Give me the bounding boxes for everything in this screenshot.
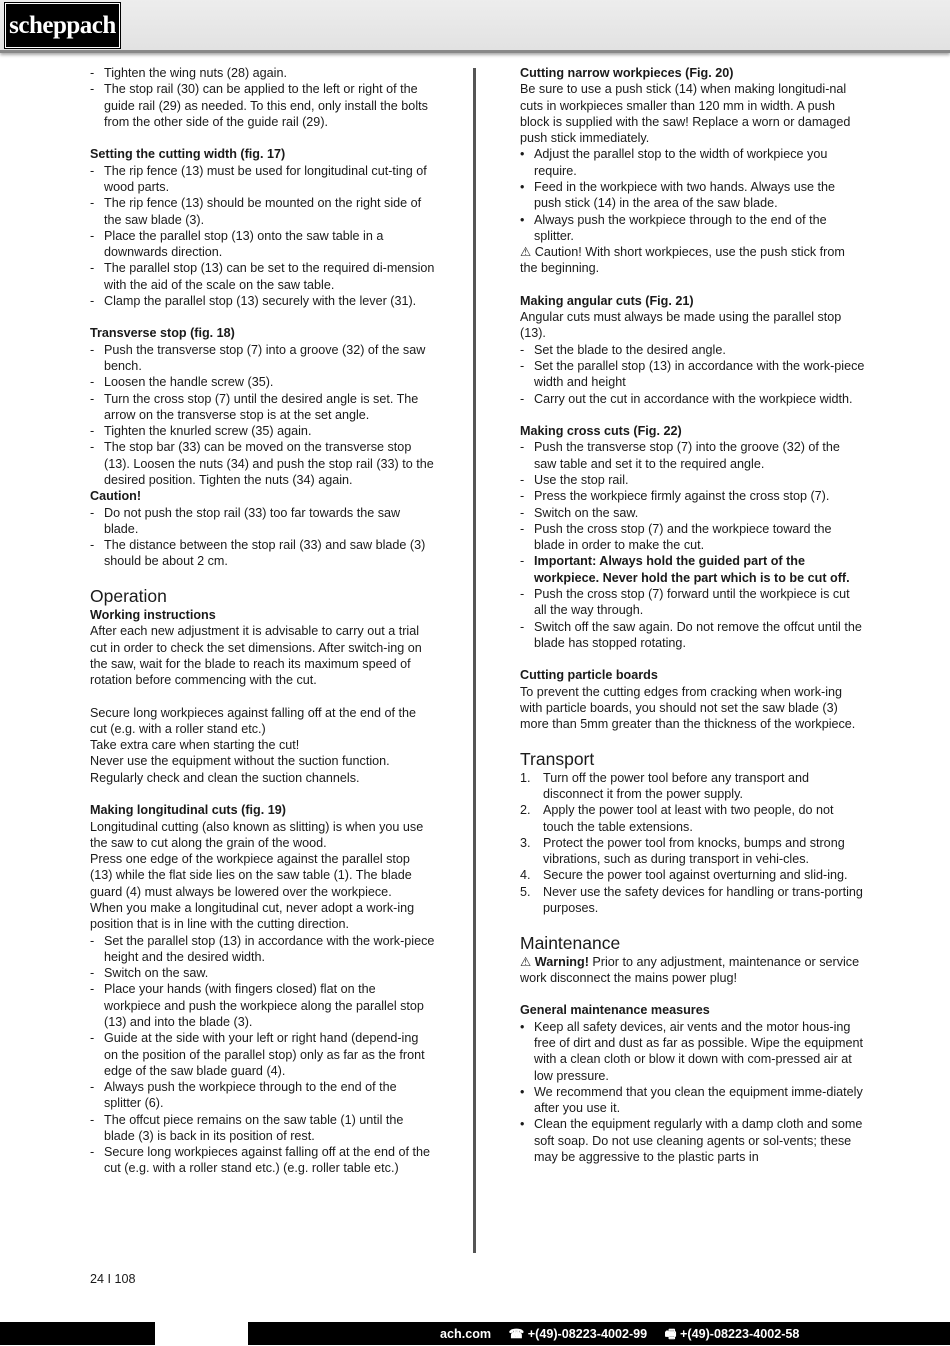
list-marker: - <box>520 586 525 601</box>
section-heading: Making cross cuts (Fig. 22) <box>520 424 682 439</box>
list-marker: - <box>90 1080 95 1095</box>
list-text: Push the transverse stop (7) into a groove (32) of the saw bench. <box>104 342 426 374</box>
list-text: The parallel stop (13) can be set to the required di-mension with the aid of the scale on the saw table. <box>104 261 435 292</box>
list-text: Set the parallel stop (13) in accordance with the work-piece height and the desired width. <box>104 933 435 964</box>
list-marker: • <box>520 212 525 227</box>
list-item <box>90 981 435 1030</box>
list-item <box>90 537 435 570</box>
chapter-heading: Operation <box>90 585 167 606</box>
list-text: Clamp the parallel stop (13) securely with the lever (31). <box>104 293 417 308</box>
list-item <box>90 374 435 390</box>
list-text: Loosen the handle screw (35). <box>104 375 274 390</box>
list-item <box>90 81 435 130</box>
list-item <box>90 933 435 966</box>
list-item <box>520 472 865 488</box>
list-marker: - <box>520 440 525 455</box>
list-text: Keep all safety devices, air vents and the motor hous-ing free of dirt and dust as far as possible. Wipe the equipment with a clean cloth or blow it down with com-pressed air at low pressure. <box>534 1019 864 1083</box>
list-marker: - <box>90 66 95 80</box>
list-marker: • <box>520 1019 525 1034</box>
warning-paragraph <box>520 954 865 987</box>
list-item <box>90 505 435 538</box>
spacer <box>90 688 435 704</box>
list-text: Set the parallel stop (13) in accordance with the work-piece width and height <box>534 359 865 390</box>
section-heading: Transverse stop (fig. 18) <box>90 326 235 341</box>
column-divider <box>473 68 476 1253</box>
list-text: The rip fence (13) must be used for longitudinal cut-ting of wood parts. <box>104 163 427 194</box>
list-text: The stop rail (30) can be applied to the left or right of the guide rail (29) as needed. To this end, only install the bolts from the other side of the guide rail (29). <box>104 82 428 129</box>
spacer <box>90 309 435 325</box>
list-item <box>90 391 435 424</box>
list-item <box>520 1019 865 1084</box>
warning-text: Caution! With short workpieces, use the push stick from the beginning. <box>520 245 845 276</box>
page-header <box>0 0 950 53</box>
numbered-item <box>520 867 865 883</box>
list-marker: 1. <box>520 770 531 785</box>
left-column <box>90 65 435 1177</box>
spacer <box>520 986 865 1002</box>
section-heading: General maintenance measures <box>520 1003 710 1018</box>
list-marker: - <box>90 375 95 390</box>
list-text: Switch off the saw again. Do not remove the offcut until the blade has stopped rotating. <box>534 619 862 650</box>
paragraph: Press one edge of the workpiece against the parallel stop (13) while the flat side lies on the saw table (1). The blade guard (4) must always be lowered over the workpiece. <box>90 852 412 899</box>
paragraph: Take extra care when starting the cut! <box>90 738 300 753</box>
section-heading: Cutting narrow workpieces (Fig. 20) <box>520 66 734 80</box>
paragraph: Secure long workpieces against falling off at the end of the cut (e.g. with a roller stand etc.) <box>90 705 417 736</box>
list-item <box>520 521 865 554</box>
list-item <box>520 553 865 586</box>
list-marker: - <box>520 342 525 357</box>
list-text: Place your hands (with fingers closed) flat on the workpiece and push the workpiece along the parallel stop (13) and into the blade (3). <box>104 982 424 1029</box>
paragraph: When you make a longitudinal cut, never adopt a work-ing position that is in line with the cutting direction. <box>90 900 415 932</box>
list-marker: • <box>520 179 525 194</box>
list-item <box>90 195 435 228</box>
warning-icon: ⚠ <box>520 954 532 969</box>
list-marker: - <box>90 1031 95 1046</box>
list-item <box>520 212 865 245</box>
list-marker: - <box>520 359 525 374</box>
list-item <box>520 1116 865 1165</box>
list-marker: - <box>90 261 95 276</box>
list-text: Press the workpiece firmly against the cross stop (7). <box>534 489 830 504</box>
list-text: Secure the power tool against overturning and slid-ing. <box>543 868 848 883</box>
list-marker: 5. <box>520 884 531 899</box>
footer-bar <box>0 1322 950 1345</box>
paragraph: Longitudinal cutting (also known as slitting) is when you use the saw to cut along the grain of the wood. <box>90 819 424 850</box>
list-marker: • <box>520 1117 525 1132</box>
section-heading: Cutting particle boards <box>520 668 658 683</box>
spacer <box>90 786 435 802</box>
list-item <box>90 342 435 375</box>
paragraph: To prevent the cutting edges from cracking when work-ing with particle boards, you should not set the saw blade (3) more than 5mm greater than the thickness of the workpiece. <box>520 684 856 732</box>
list-text: The offcut piece remains on the saw table (1) until the blade (3) is back in its position of rest. <box>104 1112 404 1143</box>
chapter-heading: Transport <box>520 748 595 769</box>
footer-website[interactable]: ach.com <box>440 1327 492 1341</box>
list-marker: - <box>90 440 95 455</box>
warning-text: Prior to any adjustment, maintenance or service work disconnect the mains power plug! <box>520 954 860 985</box>
list-marker: • <box>520 147 525 162</box>
list-item <box>90 260 435 293</box>
list-marker: - <box>90 163 95 178</box>
paragraph: Regularly check and clean the suction channels. <box>90 770 360 785</box>
list-marker: • <box>520 1084 525 1099</box>
list-text: Turn off the power tool before any transport and disconnect it from the power supply. <box>543 770 810 802</box>
list-text: Important: Always hold the guided part of the workpiece. Never hold the part which is to be cut off. <box>534 554 850 585</box>
list-item <box>520 505 865 521</box>
list-text: Push the transverse stop (7) into the groove (32) of the saw table and set it to the required angle. <box>534 440 840 471</box>
list-item <box>520 358 865 391</box>
list-text: Apply the power tool at least with two people, do not touch the table extensions. <box>543 803 834 834</box>
list-item <box>90 1144 435 1177</box>
list-text: We recommend that you clean the equipment imme-diately after you use it. <box>534 1084 863 1116</box>
list-text: The stop bar (33) can be moved on the transverse stop (13). Loosen the nuts (34) and push the stop rail (33) to the desired position. Tighten the nuts (34) again. <box>104 440 434 487</box>
footer-contact <box>440 1325 813 1346</box>
list-text: Switch on the saw. <box>104 966 209 981</box>
list-text: Always push the workpiece through to the end of the splitter (6). <box>104 1080 397 1111</box>
list-text: Push the cross stop (7) and the workpiece toward the blade in order to make the cut. <box>534 521 832 553</box>
spacer <box>520 651 865 667</box>
footer-phone: ☎ +(49)-08223-4002-99 <box>508 1327 648 1341</box>
list-item <box>90 163 435 196</box>
list-text: Clean the equipment regularly with a damp cloth and some soft soap. Do not use cleaning agents or sol-vents; these may be aggressive to the plastic parts in <box>534 1117 863 1164</box>
list-text: Tighten the wing nuts (28) again. <box>104 66 287 80</box>
paragraph: After each new adjustment it is advisable to carry out a trial cut in order to check the set dimensions. After switch-ing on the saw, wait for the blade to reach its maximum speed of rotation before commencing with the cut. <box>90 624 422 688</box>
list-marker: 4. <box>520 868 531 883</box>
list-item <box>90 65 435 81</box>
spacer <box>90 570 435 586</box>
list-marker: - <box>90 424 95 439</box>
spacer <box>520 277 865 293</box>
warning-label: Warning! <box>531 954 589 969</box>
section-heading: Setting the cutting width (fig. 17) <box>90 147 286 162</box>
warning-paragraph <box>520 244 865 277</box>
list-marker: - <box>90 293 95 308</box>
spacer <box>90 130 435 146</box>
warning-icon: ⚠ <box>520 245 532 260</box>
list-item <box>520 619 865 652</box>
list-text: Do not push the stop rail (33) too far towards the saw blade. <box>104 505 401 536</box>
footer-white-block <box>155 1322 248 1345</box>
numbered-item <box>520 884 865 917</box>
chapter-heading: Maintenance <box>520 932 621 953</box>
list-marker: - <box>520 505 525 520</box>
list-marker: - <box>90 966 95 981</box>
list-item <box>520 586 865 619</box>
list-item <box>520 1084 865 1117</box>
list-item <box>90 293 435 309</box>
list-item <box>90 965 435 981</box>
list-marker: - <box>90 505 95 520</box>
list-text: Adjust the parallel stop to the width of workpiece you require. <box>534 147 828 178</box>
list-marker: - <box>90 228 95 243</box>
list-item <box>520 179 865 212</box>
scheppach-logo: scheppach <box>5 3 120 48</box>
page-number: 24 I 108 <box>90 1272 136 1286</box>
section-heading: Making longitudinal cuts (fig. 19) <box>90 803 286 818</box>
list-item <box>90 1030 435 1079</box>
list-marker: - <box>90 538 95 553</box>
list-text: The distance between the stop rail (33) and saw blade (3) should be about 2 cm. <box>104 538 426 569</box>
list-text: Never use the safety devices for handling or trans-porting purposes. <box>543 884 863 915</box>
list-item <box>520 391 865 407</box>
list-item <box>90 228 435 261</box>
spacer <box>520 916 865 932</box>
list-marker: - <box>520 489 525 504</box>
section-heading: Making angular cuts (Fig. 21) <box>520 293 694 308</box>
list-text: Tighten the knurled screw (35) again. <box>104 424 312 439</box>
list-item <box>90 423 435 439</box>
list-marker: - <box>520 473 525 487</box>
list-marker: - <box>520 619 525 634</box>
section-heading: Caution! <box>90 489 142 504</box>
list-text: Set the blade to the desired angle. <box>534 342 726 357</box>
list-marker: - <box>90 1112 95 1127</box>
list-text: Guide at the side with your left or right hand (depend-ing on the position of the parallel stop) only as far as the front edge of the saw blade guard (4). <box>104 1031 425 1078</box>
list-item <box>90 1079 435 1112</box>
list-text: Place the parallel stop (13) onto the saw table in a downwards direction. <box>104 228 384 260</box>
paragraph: Angular cuts must always be made using the parallel stop (13). <box>520 310 842 341</box>
list-marker: - <box>90 1145 95 1160</box>
numbered-item <box>520 770 865 803</box>
list-marker: 3. <box>520 835 531 850</box>
paragraph: Be sure to use a push stick (14) when making longitudi-nal cuts in workpieces smaller than 120 mm in width. A push block is supplied with the saw! Replace a worn or damaged push stick immediately. <box>520 82 851 146</box>
list-item <box>520 488 865 504</box>
list-text: Feed in the workpiece with two hands. Always use the push stick (14) in the area of the saw blade. <box>534 179 836 211</box>
list-text: Secure long workpieces against falling off at the end of the cut (e.g. with a roller stand etc.) (e.g. roller table etc.) <box>104 1145 431 1176</box>
list-marker: - <box>520 521 525 536</box>
list-marker: - <box>90 391 95 406</box>
list-text: Carry out the cut in accordance with the workpiece width. <box>534 391 853 406</box>
list-item <box>520 342 865 358</box>
list-marker: - <box>90 82 95 97</box>
list-text: Protect the power tool from knocks, bumps and strong vibrations, such as during transport in vehi-cles. <box>543 835 845 867</box>
list-text: Always push the workpiece through to the end of the splitter. <box>534 212 827 243</box>
list-marker: - <box>90 342 95 357</box>
spacer <box>520 407 865 423</box>
list-item <box>520 439 865 472</box>
section-heading: Working instructions <box>90 607 216 622</box>
list-text: The rip fence (13) should be mounted on the right side of the saw blade (3). <box>104 196 422 227</box>
list-marker: - <box>90 933 95 948</box>
numbered-item <box>520 802 865 835</box>
list-marker: - <box>90 196 95 211</box>
numbered-item <box>520 835 865 868</box>
list-text: Push the cross stop (7) forward until the workpiece is cut all the way through. <box>534 586 850 618</box>
list-marker: - <box>520 391 525 406</box>
list-item <box>90 1112 435 1145</box>
list-marker: - <box>520 554 525 569</box>
list-text: Switch on the saw. <box>534 505 639 520</box>
list-text: Turn the cross stop (7) until the desired angle is set. The arrow on the transverse stop is at the set angle. <box>104 391 419 422</box>
list-item <box>520 146 865 179</box>
spacer <box>520 732 865 748</box>
list-marker: - <box>90 982 95 997</box>
right-column <box>520 65 865 1165</box>
list-text: Use the stop rail. <box>534 473 629 487</box>
list-item <box>90 439 435 488</box>
footer-fax: 🖷 +(49)-08223-4002-58 <box>664 1327 800 1341</box>
paragraph: Never use the equipment without the suction function. <box>90 754 390 769</box>
list-marker: 2. <box>520 803 531 818</box>
